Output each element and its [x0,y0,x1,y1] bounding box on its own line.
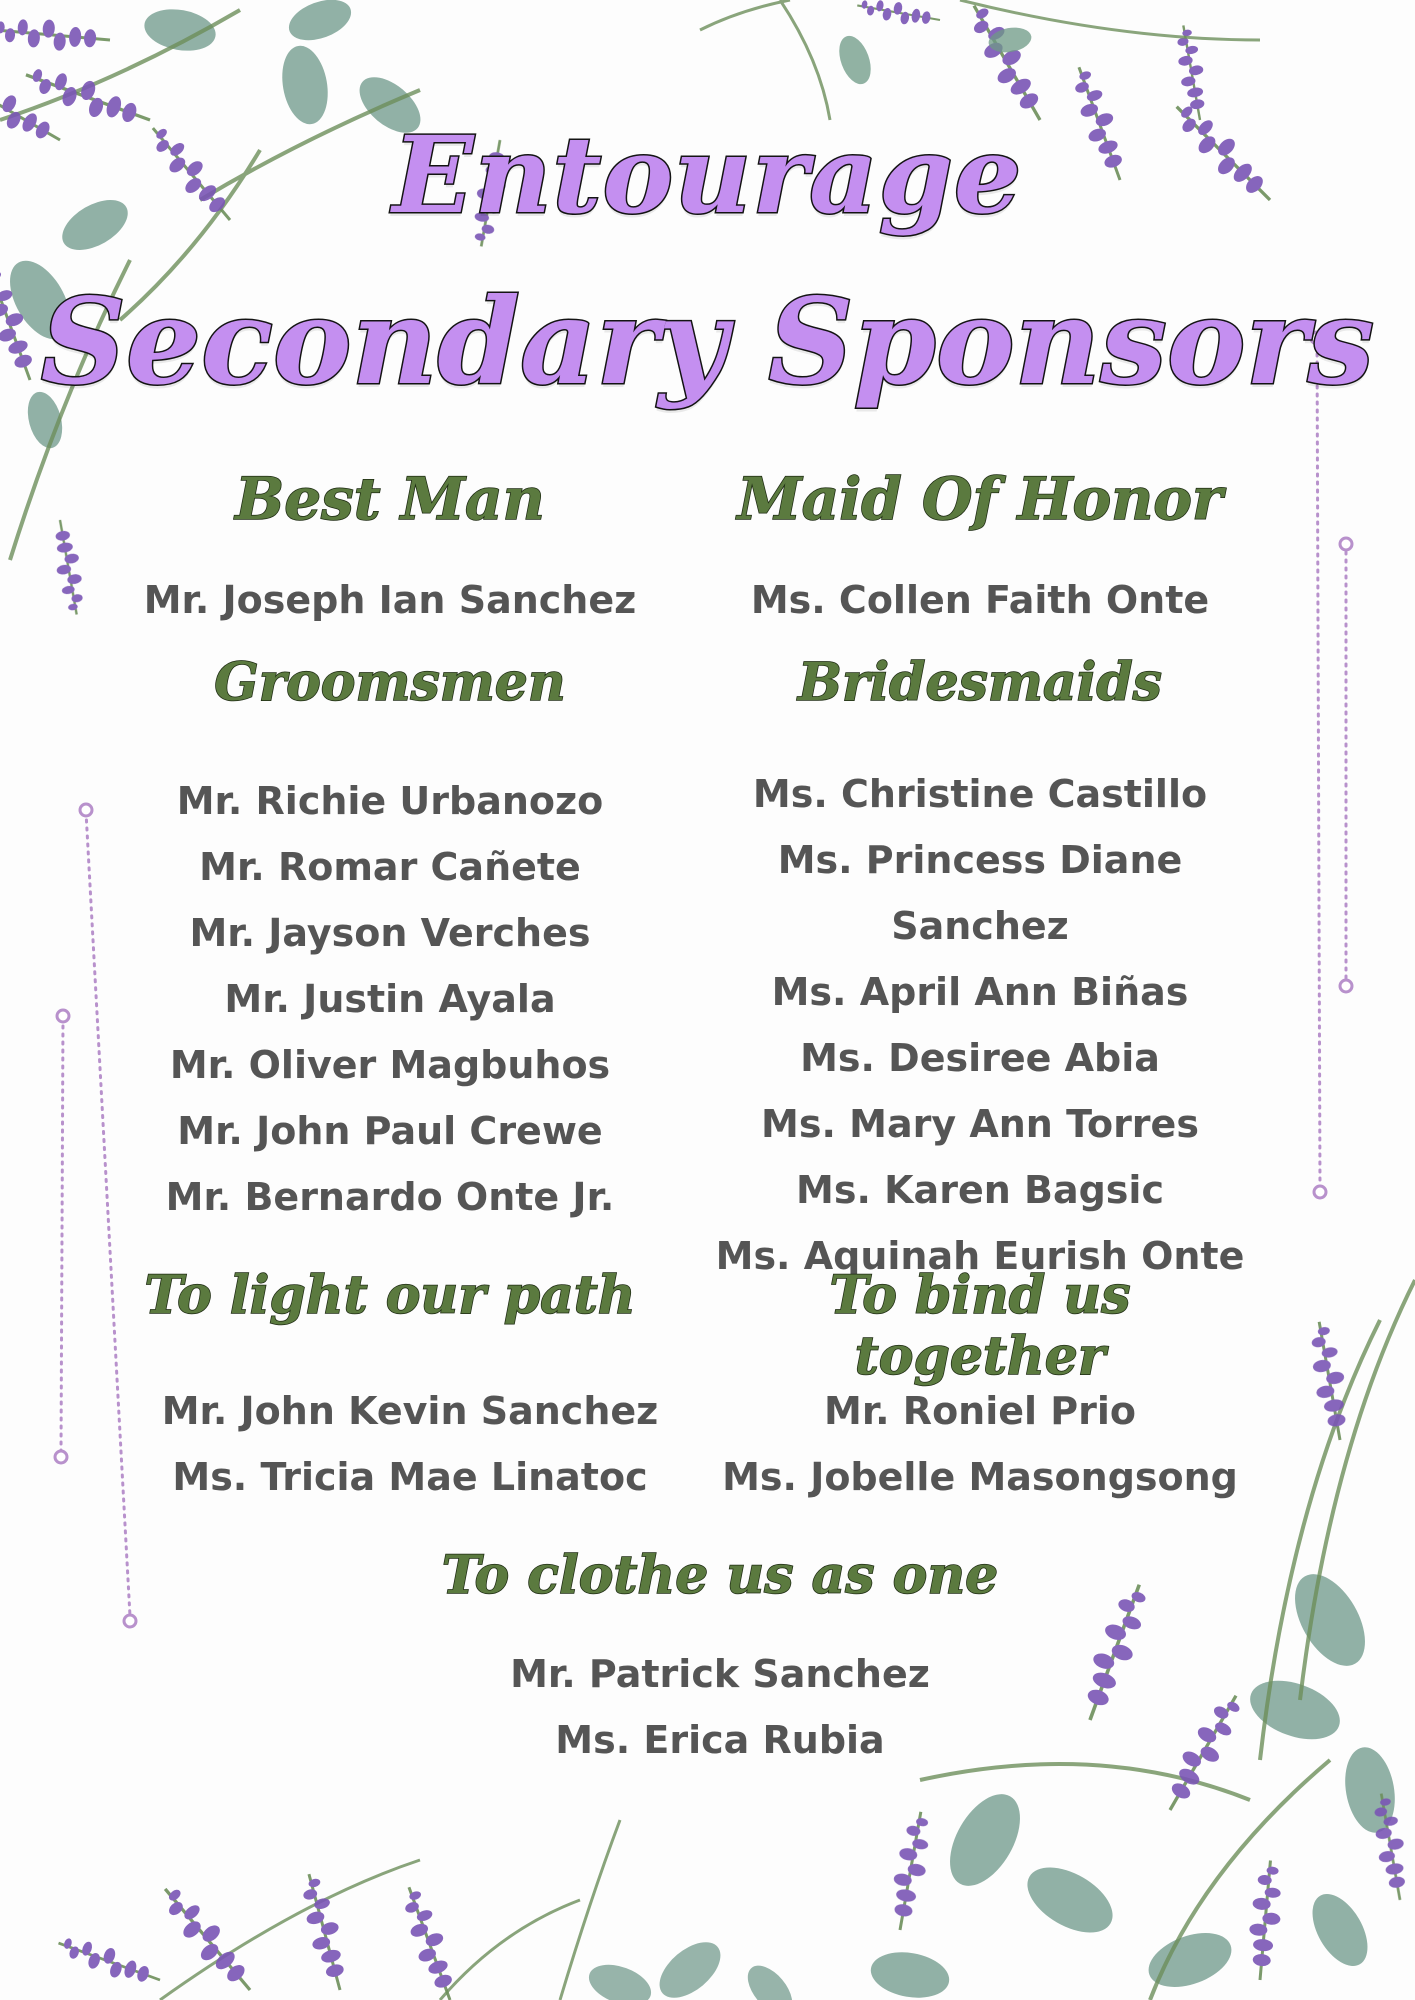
veil-sponsors-heading: To clothe us as one [441,1545,999,1606]
page-title: Entourage [392,112,1023,237]
bridesmaid-name: Ms. Princess Diane Sanchez [777,838,1183,948]
groomsman-name: Mr. Jayson Verches [189,911,591,955]
maid-of-honor-list [700,576,1260,624]
best-man-list [110,576,670,624]
veil-sponsors-list [420,1641,1020,1773]
candle-sponsors-list [110,1378,710,1510]
groomsman-name: Mr. Richie Urbanozo [176,779,604,823]
groomsman-name: Mr. Oliver Magbuhos [169,1043,611,1087]
cord-sponsor-name: Mr. Roniel Prio [824,1389,1136,1433]
cord-sponsors-heading: To bind us together [829,1265,1131,1387]
bridesmaid-name: Ms. Christine Castillo [752,772,1208,816]
candle-sponsor-name: Ms. Tricia Mae Linatoc [172,1455,648,1499]
groomsman-name: Mr. Justin Ayala [224,977,556,1021]
bridesmaid-name: Ms. Aquinah Eurish Onte [715,1234,1245,1278]
candle-sponsor-name: Mr. John Kevin Sanchez [161,1389,659,1433]
maid-of-honor-name: Ms. Collen Faith Onte [750,578,1210,622]
best-man-heading: Best Man [235,465,545,533]
bridesmaids-heading: Bridesmaids [798,652,1162,713]
bridesmaid-name: Ms. Mary Ann Torres [761,1102,1199,1146]
groomsman-name: Mr. Bernardo Onte Jr. [165,1175,615,1219]
maid-of-honor-heading: Maid Of Honor [737,465,1223,533]
best-man-name: Mr. Joseph Ian Sanchez [143,578,637,622]
veil-sponsor-name: Mr. Patrick Sanchez [510,1652,930,1696]
bridesmaid-name: Ms. April Ann Biñas [771,970,1189,1014]
groomsman-name: Mr. Romar Cañete [199,845,581,889]
bridesmaids-list [690,761,1270,1289]
cord-sponsor-name: Ms. Jobelle Masongsong [722,1455,1238,1499]
candle-sponsors-heading: To light our path [144,1265,636,1326]
groomsmen-list [110,768,670,1230]
groomsman-name: Mr. John Paul Crewe [177,1109,603,1153]
bridesmaid-name: Ms. Karen Bagsic [796,1168,1164,1212]
bridesmaid-name: Ms. Desiree Abia [800,1036,1160,1080]
groomsmen-heading: Groomsmen [214,652,566,713]
veil-sponsor-name: Ms. Erica Rubia [555,1718,885,1762]
page-subtitle: Secondary Sponsors [40,272,1375,411]
cord-sponsors-list [700,1378,1260,1510]
